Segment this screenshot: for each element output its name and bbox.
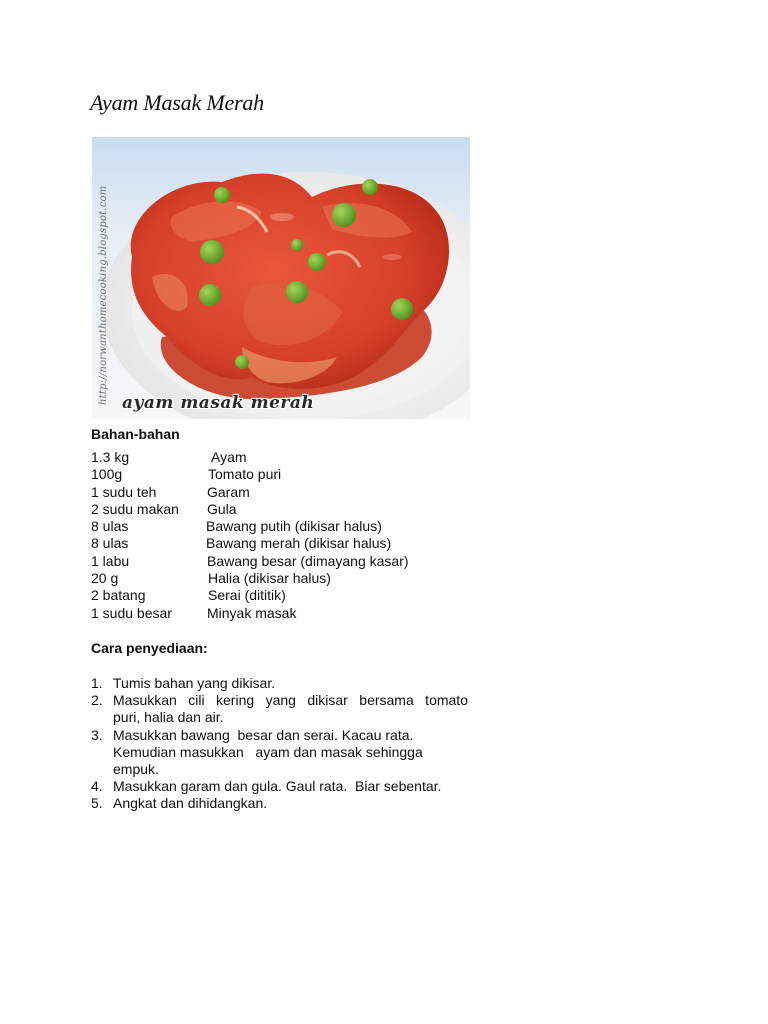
step-number: 3. [91, 726, 103, 743]
ingredient-name: Halia (dikisar halus) [208, 570, 331, 587]
list-item [91, 727, 468, 779]
recipe-title: Ayam Masak Merah [90, 90, 264, 115]
ingredient-quantity: 8 ulas [91, 518, 129, 535]
ingredients-list [91, 449, 471, 622]
ingredient-name: Ayam [211, 449, 247, 465]
step-number: 2. [91, 692, 103, 709]
ingredient-quantity: 8 ulas [91, 535, 129, 552]
step-number: 1. [91, 675, 103, 691]
list-item [91, 553, 471, 570]
step-text: Masukkan cili kering yang dikisar bersama tomato [113, 692, 468, 709]
list-item [91, 518, 471, 535]
list-item [91, 449, 471, 466]
ingredient-name: Bawang putih (dikisar halus) [206, 518, 382, 535]
list-item [91, 501, 471, 518]
ingredient-quantity: 1.3 kg [91, 449, 130, 465]
step-text: empuk. [113, 761, 159, 778]
ingredient-quantity: 2 batang [91, 587, 146, 604]
method-heading: Cara penyediaan: [91, 640, 208, 656]
step-text: Angkat dan dihidangkan. [113, 795, 268, 812]
list-item [91, 570, 471, 587]
ingredient-quantity: 20 g [91, 570, 119, 587]
photo-watermark: http://norwanthomecooking.blogspot.com [98, 185, 109, 405]
ingredient-name: Gula [207, 500, 237, 517]
ingredient-name: Minyak masak [207, 604, 297, 621]
list-item [91, 795, 468, 812]
list-item [91, 692, 468, 726]
list-item [91, 535, 471, 552]
ingredient-name: Tomato puri [208, 466, 282, 483]
step-number: 4. [91, 778, 103, 795]
step-text: Kemudian masukkan ayam dan masak sehingga [113, 743, 423, 760]
list-item [91, 605, 471, 622]
dish-illustration [92, 137, 470, 419]
ingredient-name: Bawang besar (dimayang kasar) [207, 552, 409, 569]
list-item [91, 484, 471, 501]
ingredient-quantity: 1 labu [91, 552, 130, 569]
steps-list [91, 675, 468, 813]
step-text: Tumis bahan yang dikisar. [113, 675, 276, 691]
ingredient-quantity: 1 sudu besar [91, 604, 172, 621]
list-item [91, 466, 471, 483]
step-text: Masukkan bawang besar dan serai. Kacau rata. [113, 726, 414, 743]
list-item [91, 587, 471, 604]
step-number: 5. [91, 795, 103, 812]
step-text: puri, halia dan air. [113, 709, 224, 726]
list-item [91, 778, 468, 795]
ingredient-name: Serai (dititik) [208, 587, 286, 604]
photo-caption: ayam masak merah [122, 393, 315, 413]
ingredient-name: Bawang merah (dikisar halus) [206, 535, 392, 552]
recipe-photo [92, 137, 470, 419]
ingredient-quantity: 100g [91, 466, 123, 483]
ingredient-quantity: 1 sudu teh [91, 483, 157, 500]
ingredient-quantity: 2 sudu makan [91, 500, 179, 517]
list-item [91, 675, 468, 692]
ingredients-heading: Bahan-bahan [91, 426, 180, 442]
step-text: Masukkan garam dan gula. Gaul rata. Biar sebentar. [113, 778, 442, 795]
ingredient-name: Garam [207, 483, 250, 500]
